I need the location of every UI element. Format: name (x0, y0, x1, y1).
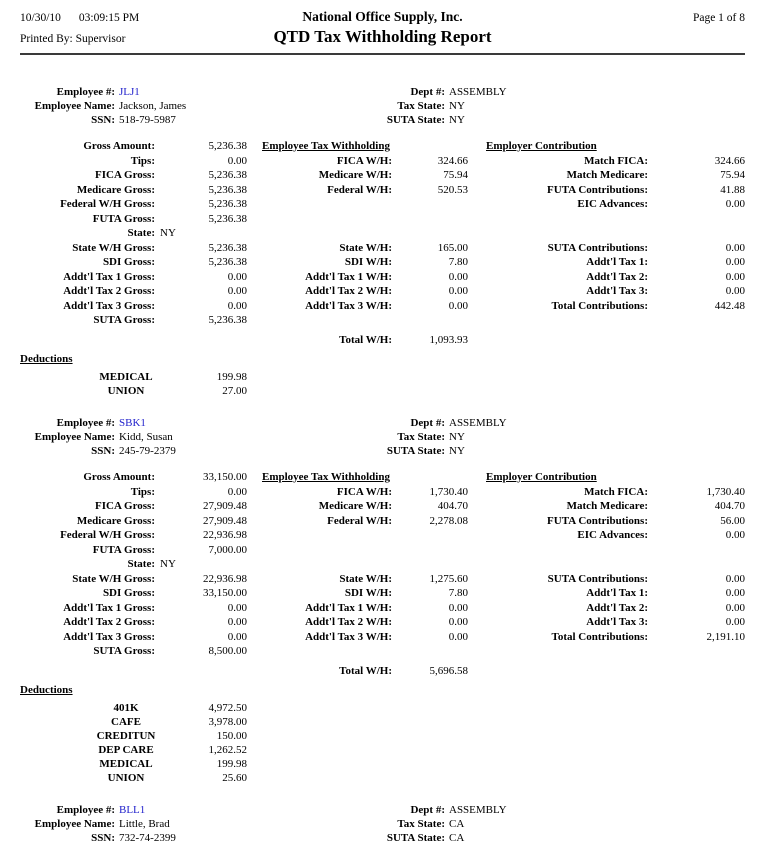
figures-row (20, 615, 745, 630)
field-value (648, 333, 745, 348)
printed-by (20, 33, 190, 45)
field-value: 0.00 (448, 299, 468, 312)
deduction-row (20, 729, 247, 743)
field-label (468, 333, 648, 348)
field-label: Addt'l Tax 1 W/H: (305, 270, 392, 283)
field-value: 0.00 (725, 587, 745, 599)
employee-name-value: Kidd, Susan (119, 431, 173, 443)
field-label: State: (127, 558, 155, 570)
figures-row (20, 154, 745, 169)
dept-label: Dept #: (410, 417, 445, 429)
field-label (468, 644, 648, 659)
field-value (392, 644, 468, 659)
deduction-amount: 1,262.52 (208, 744, 247, 756)
field-value (155, 664, 247, 679)
field-value: 0.00 (227, 630, 247, 643)
figures-row (20, 197, 745, 212)
field-label: FUTA Contributions: (547, 183, 648, 196)
employee-number-label: Employee #: (56, 804, 115, 816)
field-value (392, 197, 468, 212)
field-value: 404.70 (437, 500, 468, 512)
employee-number-label: Employee #: (56, 86, 115, 98)
field-label: Total W/H: (339, 333, 392, 346)
field-label (468, 313, 648, 328)
field-value (648, 212, 745, 227)
field-label: State W/H: (339, 572, 392, 585)
field-label: SUTA Contributions: (547, 241, 648, 254)
tax-state-label: Tax State: (397, 818, 445, 830)
deduction-row (20, 701, 247, 715)
print-datetime (20, 12, 190, 24)
field-label: Total Contributions: (551, 630, 648, 643)
employee-blocks (20, 55, 745, 845)
field-value (392, 226, 468, 241)
field-label: Addt'l Tax 2 W/H: (305, 285, 392, 297)
field-value: 324.66 (714, 154, 745, 167)
field-value (155, 333, 247, 348)
tax-state-value: CA (449, 818, 465, 830)
deduction-amount: 25.60 (222, 772, 247, 784)
figures-row (20, 333, 745, 348)
field-value (648, 644, 745, 659)
dept-label: Dept #: (410, 86, 445, 98)
field-label: Addt'l Tax 2 Gross: (63, 616, 155, 628)
employee-tax-withholding-header: Employee Tax Withholding (262, 140, 390, 152)
field-value: 33,150.00 (203, 587, 247, 599)
field-value: 7,000.00 (208, 543, 247, 556)
ssn-label: SSN: (91, 445, 115, 457)
ssn-label: SSN: (91, 832, 115, 844)
figures-row (20, 255, 745, 270)
field-label (247, 212, 392, 227)
employee-name-label: Employee Name: (34, 431, 115, 443)
ssn-value: 245-79-2379 (119, 445, 176, 457)
field-label (20, 333, 155, 348)
tax-state-value: NY (449, 431, 465, 443)
suta-state-label: SUTA State: (386, 114, 445, 126)
suta-state-value: NY (449, 445, 465, 457)
deduction-amount: 150.00 (216, 730, 247, 742)
state-value: NY (160, 227, 176, 239)
field-label: Medicare Gross: (76, 183, 155, 196)
field-label: Gross Amount: (83, 471, 155, 483)
employee-number-link[interactable]: SBK1 (119, 417, 146, 429)
dept-label: Dept #: (410, 804, 445, 816)
field-value (392, 313, 468, 328)
report-header (20, 9, 745, 55)
field-value: 5,236.38 (208, 198, 247, 210)
deductions-section (20, 352, 745, 398)
suta-state-label: SUTA State: (386, 445, 445, 457)
field-label: FUTA Gross: (92, 543, 155, 556)
field-value: 0.00 (227, 154, 247, 167)
field-label: SUTA Gross: (93, 314, 155, 326)
field-value: 5,236.38 (208, 212, 247, 225)
employee-figures (20, 470, 745, 678)
field-label: Addt'l Tax 3: (586, 285, 648, 297)
ssn-value: 732-74-2399 (119, 832, 176, 844)
field-label: SUTA Contributions: (547, 572, 648, 585)
field-label: Addt'l Tax 3: (586, 616, 648, 628)
field-label: EIC Advances: (577, 529, 648, 541)
dept-value: ASSEMBLY (449, 804, 507, 816)
field-label: FICA W/H: (336, 485, 392, 498)
field-label: Federal W/H: (327, 183, 392, 196)
print-time: 03:09:15 PM (78, 12, 140, 24)
field-label: Addt'l Tax 3 W/H: (305, 630, 392, 643)
field-label: Federal W/H Gross: (60, 529, 155, 541)
field-value (392, 557, 468, 572)
deduction-name: CAFE (111, 716, 141, 728)
field-value: 7.80 (448, 256, 468, 268)
employee-number-link[interactable]: JLJ1 (119, 86, 140, 98)
employee-number-link[interactable]: BLL1 (119, 804, 146, 816)
field-value (648, 543, 745, 558)
field-value: 5,696.58 (429, 664, 468, 677)
figures-row (20, 241, 745, 256)
field-label: Addt'l Tax 2: (586, 270, 648, 283)
field-value: 0.00 (725, 241, 745, 254)
printed-by-label: Printed By: (20, 33, 73, 45)
employer-contribution-header: Employer Contribution (486, 140, 597, 152)
field-label (468, 212, 648, 227)
field-value (392, 528, 468, 543)
field-value (392, 212, 468, 227)
field-label: SDI Gross: (102, 256, 155, 268)
report-title: QTD Tax Withholding Report (273, 27, 492, 46)
deduction-name: UNION (107, 385, 145, 397)
figures-row (20, 528, 745, 543)
figures-row (20, 543, 745, 558)
field-value: 0.00 (725, 616, 745, 628)
field-label: Federal W/H: (327, 514, 392, 527)
tax-state-label: Tax State: (397, 431, 445, 443)
dept-value: ASSEMBLY (449, 86, 507, 98)
field-label (468, 226, 648, 241)
field-label: Addt'l Tax 2 W/H: (305, 616, 392, 628)
figures-row (20, 313, 745, 328)
field-label (468, 557, 648, 572)
field-value: 0.00 (725, 270, 745, 283)
field-value: 8,500.00 (208, 645, 247, 657)
field-label: Total W/H: (339, 664, 392, 677)
state-value: NY (160, 558, 176, 570)
field-value: 5,236.38 (208, 140, 247, 152)
field-label: FUTA Contributions: (547, 514, 648, 527)
field-value (648, 557, 745, 572)
field-value: 0.00 (227, 270, 247, 283)
figures-row (20, 168, 745, 183)
field-label: SDI Gross: (102, 587, 155, 599)
figures-row (20, 499, 745, 514)
deduction-amount: 27.00 (222, 385, 247, 397)
field-label: Addt'l Tax 3 Gross: (63, 299, 155, 312)
deduction-name: MEDICAL (99, 758, 153, 770)
page-indicator: Page 1 of 8 (692, 12, 745, 24)
field-value: 0.00 (227, 299, 247, 312)
field-value: 0.00 (725, 198, 745, 210)
field-label (20, 664, 155, 679)
field-value: 0.00 (725, 572, 745, 585)
field-label: Addt'l Tax 1: (586, 256, 648, 268)
field-value: 41.88 (720, 183, 745, 196)
employee-name-value: Little, Brad (119, 818, 170, 830)
employee-figures (20, 139, 745, 347)
field-label: Addt'l Tax 3 W/H: (305, 299, 392, 312)
field-value: 1,730.40 (429, 485, 468, 498)
field-value: 0.00 (725, 601, 745, 614)
field-label (247, 313, 392, 328)
figures-row (20, 586, 745, 601)
field-value: 0.00 (227, 485, 247, 498)
field-label: Addt'l Tax 1 W/H: (305, 601, 392, 614)
field-value: 27,909.48 (203, 514, 247, 527)
field-value: 0.00 (448, 630, 468, 643)
field-label: Match Medicare: (566, 500, 648, 512)
field-value: 0.00 (448, 285, 468, 297)
field-label: Addt'l Tax 1 Gross: (63, 601, 155, 614)
field-value: 0.00 (227, 616, 247, 628)
employee-number-label: Employee #: (56, 417, 115, 429)
field-label (468, 543, 648, 558)
field-value: 0.00 (725, 529, 745, 541)
deduction-name: MEDICAL (99, 371, 153, 383)
field-value: 1,275.60 (429, 572, 468, 585)
field-label: Medicare Gross: (76, 514, 155, 527)
field-value: 5,236.38 (208, 241, 247, 254)
field-value: 75.94 (443, 169, 468, 181)
header-row-1 (20, 9, 745, 25)
field-value: 0.00 (227, 601, 247, 614)
field-value: 7.80 (448, 587, 468, 599)
field-value: 33,150.00 (203, 471, 247, 483)
printed-by-value: Supervisor (75, 33, 126, 45)
field-value: 5,236.38 (208, 256, 247, 268)
field-value: 324.66 (437, 154, 468, 167)
deductions-section (20, 683, 745, 785)
field-label: Total Contributions: (551, 299, 648, 312)
ssn-value: 518-79-5987 (119, 114, 176, 126)
figures-row (20, 212, 745, 227)
field-value (648, 226, 745, 241)
field-label: State: (127, 227, 155, 239)
field-label: EIC Advances: (577, 198, 648, 210)
figures-row (20, 183, 745, 198)
employee-name-value: Jackson, James (119, 100, 187, 112)
employee-info (20, 85, 745, 127)
suta-state-value: CA (449, 832, 465, 844)
field-label: Addt'l Tax 2 Gross: (63, 285, 155, 297)
field-label: Federal W/H Gross: (60, 198, 155, 210)
field-label: FICA Gross: (95, 169, 155, 181)
field-value: 2,191.10 (706, 630, 745, 643)
field-value (392, 543, 468, 558)
employee-tax-withholding-header: Employee Tax Withholding (262, 471, 390, 483)
figures-row (20, 299, 745, 314)
field-label: Tips: (130, 485, 155, 498)
field-value: 27,909.48 (203, 500, 247, 512)
field-value: 0.00 (448, 601, 468, 614)
figures-row (20, 284, 745, 299)
deduction-name: UNION (107, 772, 145, 784)
field-value: 5,236.38 (208, 183, 247, 196)
employee-info (20, 416, 745, 458)
field-label: Addt'l Tax 3 Gross: (63, 630, 155, 643)
figures-row (20, 601, 745, 616)
field-label: FUTA Gross: (92, 212, 155, 225)
figures-row (20, 664, 745, 679)
deduction-amount: 199.98 (216, 371, 247, 383)
deduction-name: DEP CARE (98, 744, 154, 756)
figures-row (20, 630, 745, 645)
employee-name-label: Employee Name: (34, 818, 115, 830)
company-name: National Office Supply, Inc. (302, 9, 463, 24)
figures-row (20, 270, 745, 285)
field-label: State W/H Gross: (72, 241, 155, 254)
field-label: State W/H Gross: (72, 572, 155, 585)
employer-contribution-header: Employer Contribution (486, 471, 597, 483)
field-value (648, 313, 745, 328)
field-label: Medicare W/H: (318, 500, 392, 512)
field-label: Match FICA: (584, 485, 648, 498)
field-label: Tips: (130, 154, 155, 167)
deduction-row (20, 370, 247, 384)
figures-row (20, 514, 745, 529)
field-label: Match Medicare: (566, 169, 648, 181)
employee-block (20, 803, 745, 845)
field-value (648, 664, 745, 679)
figures-row (20, 572, 745, 587)
field-value: 0.00 (725, 285, 745, 297)
field-value: 1,730.40 (706, 485, 745, 498)
deductions-title: Deductions (20, 684, 73, 696)
field-value: 0.00 (448, 270, 468, 283)
tax-state-value: NY (449, 100, 465, 112)
deduction-name: 401K (113, 702, 139, 714)
deduction-name: CREDITUN (96, 730, 156, 742)
field-value: 442.48 (714, 299, 745, 312)
field-value: 1,093.93 (429, 333, 468, 346)
employee-block (20, 416, 745, 785)
field-value: 75.94 (720, 169, 745, 181)
deduction-amount: 199.98 (216, 758, 247, 770)
figures-row (20, 557, 745, 572)
field-label: State W/H: (339, 241, 392, 254)
figures-row (20, 470, 745, 485)
deduction-row (20, 771, 247, 785)
field-value: 2,278.08 (429, 514, 468, 527)
field-value: 5,236.38 (208, 169, 247, 181)
field-value: 165.00 (437, 241, 468, 254)
employee-name-label: Employee Name: (34, 100, 115, 112)
field-label (468, 664, 648, 679)
field-value: 5,236.38 (208, 314, 247, 326)
employee-block (20, 85, 745, 398)
tax-state-label: Tax State: (397, 100, 445, 112)
field-value: 0.00 (448, 616, 468, 628)
field-label: Addt'l Tax 2: (586, 601, 648, 614)
field-label (247, 226, 392, 241)
print-date: 10/30/10 (20, 12, 61, 24)
field-label: SDI W/H: (344, 256, 392, 268)
field-value: 520.53 (437, 183, 468, 196)
deduction-row (20, 384, 247, 398)
figures-row (20, 485, 745, 500)
field-value: 404.70 (714, 500, 745, 512)
deduction-amount: 3,978.00 (208, 716, 247, 728)
dept-value: ASSEMBLY (449, 417, 507, 429)
field-label: FICA Gross: (95, 500, 155, 512)
field-label: Match FICA: (584, 154, 648, 167)
field-value: 0.00 (227, 285, 247, 297)
field-label (247, 557, 392, 572)
deduction-row (20, 743, 247, 757)
suta-state-value: NY (449, 114, 465, 126)
field-label (247, 644, 392, 659)
field-label: SUTA Gross: (93, 645, 155, 657)
deduction-amount: 4,972.50 (208, 702, 247, 714)
header-row-2 (20, 25, 745, 47)
ssn-label: SSN: (91, 114, 115, 126)
field-label: Addt'l Tax 1: (586, 587, 648, 599)
employee-info (20, 803, 745, 845)
field-value: 22,936.98 (203, 572, 247, 585)
field-label: Addt'l Tax 1 Gross: (63, 270, 155, 283)
figures-row (20, 226, 745, 241)
field-label: FICA W/H: (336, 154, 392, 167)
field-label: SDI W/H: (344, 587, 392, 599)
figures-row (20, 644, 745, 659)
field-value: 0.00 (725, 256, 745, 268)
deduction-row (20, 757, 247, 771)
field-label: Medicare W/H: (318, 169, 392, 181)
deduction-row (20, 715, 247, 729)
suta-state-label: SUTA State: (386, 832, 445, 844)
field-label (247, 528, 392, 543)
deductions-title: Deductions (20, 353, 73, 365)
field-value: 56.00 (720, 514, 745, 527)
field-label: Gross Amount: (83, 140, 155, 152)
figures-row (20, 139, 745, 154)
field-label (247, 543, 392, 558)
field-label (247, 197, 392, 212)
field-value: 22,936.98 (203, 529, 247, 541)
